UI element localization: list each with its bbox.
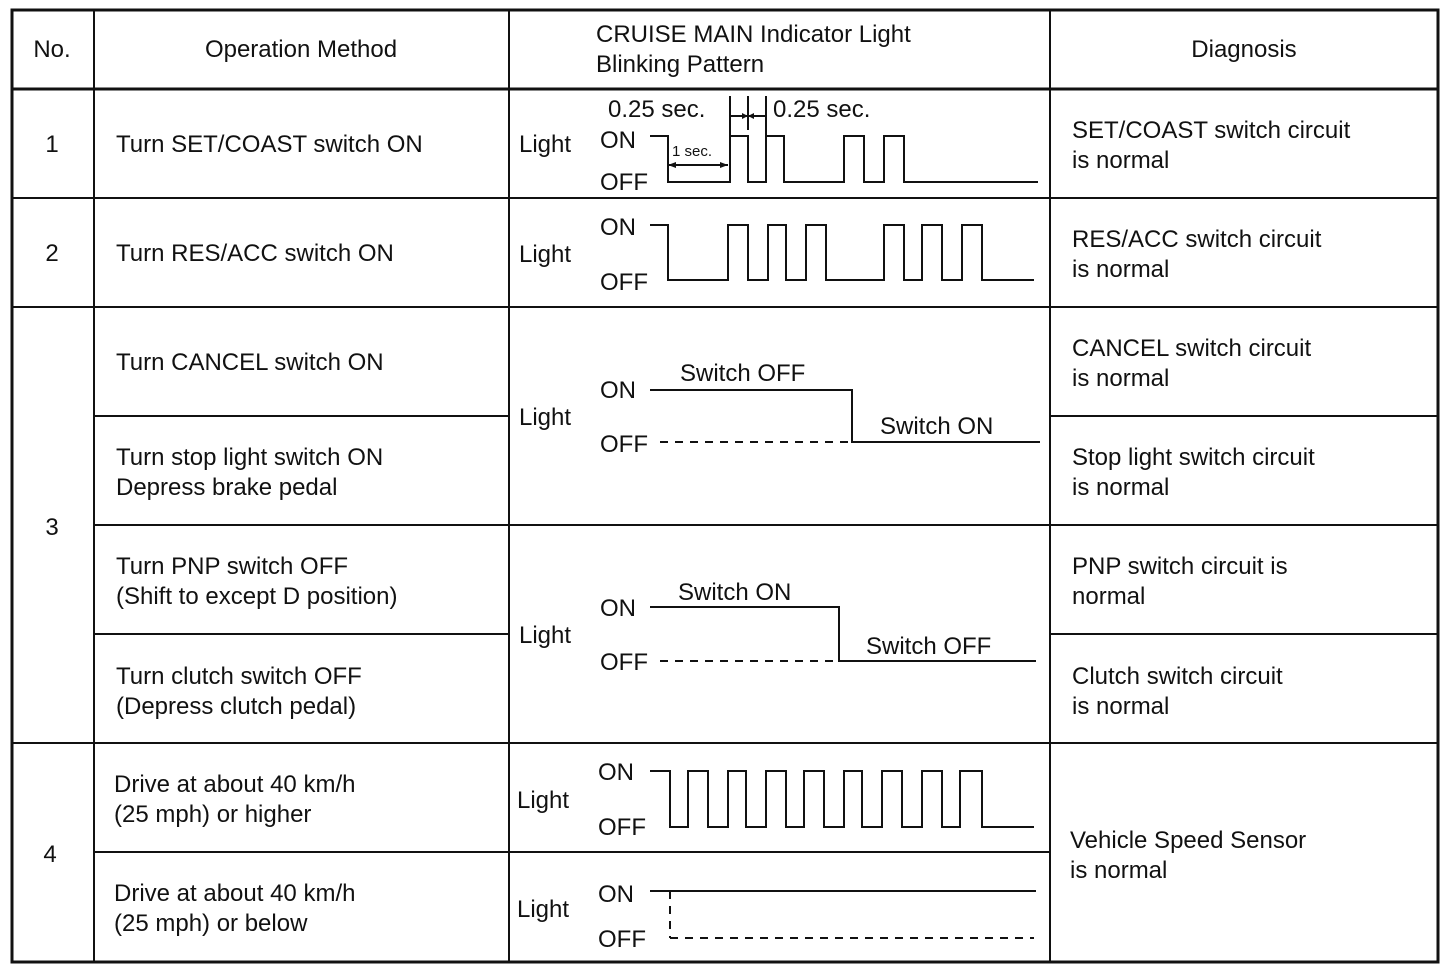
row1-diagnosis-line1: SET/COAST switch circuit — [1072, 117, 1351, 144]
row3a-method: Turn CANCEL switch ON — [116, 349, 384, 376]
row3a-diagnosis-line2: is normal — [1072, 365, 1170, 392]
row3-wave2-bottom-label: Switch OFF — [866, 633, 992, 660]
row4a-method-line1: Drive at about 40 km/h — [114, 771, 356, 798]
row3b-method-line2: Depress brake pedal — [116, 474, 338, 501]
row3d-diagnosis-line2: is normal — [1072, 693, 1170, 720]
row2-no: 2 — [45, 240, 59, 267]
timing-label-one-sec: 1 sec. — [672, 143, 713, 160]
header-no: No. — [33, 36, 71, 63]
row2-method: Turn RES/ACC switch ON — [116, 240, 394, 267]
timing-label-left: 0.25 sec. — [608, 96, 706, 123]
row3c-diagnosis-line2: normal — [1072, 583, 1146, 610]
row3d-diagnosis-line1: Clutch switch circuit — [1072, 663, 1283, 690]
row3-wave1-bottom-label: Switch ON — [880, 413, 994, 440]
row4a-light-label: Light — [517, 787, 570, 814]
row3b-method-line1: Turn stop light switch ON — [116, 444, 384, 471]
row3c-diagnosis-line1: PNP switch circuit is — [1072, 553, 1288, 580]
row2-light-label: Light — [519, 241, 572, 268]
row4-no: 4 — [43, 841, 57, 868]
row4a-on-label: ON — [598, 759, 634, 786]
row4b-light-label: Light — [517, 896, 570, 923]
row3b-diagnosis-line1: Stop light switch circuit — [1072, 444, 1315, 471]
row2-waveform — [650, 225, 1034, 280]
row3c-method-line1: Turn PNP switch OFF — [116, 553, 349, 580]
row1-light-label: Light — [519, 131, 572, 158]
row4b-on-label: ON — [598, 881, 634, 908]
row4-diagnosis-line1: Vehicle Speed Sensor — [1070, 827, 1307, 854]
row2-diagnosis-line2: is normal — [1072, 256, 1170, 283]
row4a-waveform — [650, 771, 1034, 827]
row4b-method-line2: (25 mph) or below — [114, 910, 308, 937]
row1-method: Turn SET/COAST switch ON — [116, 131, 423, 158]
header-pattern-line1: CRUISE MAIN Indicator Light — [596, 21, 911, 48]
row4b-method-line1: Drive at about 40 km/h — [114, 880, 356, 907]
row2-off-label: OFF — [600, 269, 648, 296]
row3-wave1-off-label: OFF — [600, 431, 648, 458]
row3c-method-line2: (Shift to except D position) — [116, 583, 398, 610]
row4a-method-line2: (25 mph) or higher — [114, 801, 312, 828]
row3-wave2-on-label: ON — [600, 595, 636, 622]
row3-no: 3 — [45, 514, 59, 541]
row3-wave2-light-label: Light — [519, 622, 572, 649]
header-operation-method: Operation Method — [204, 36, 398, 63]
row3d-method-line2: (Depress clutch pedal) — [116, 693, 357, 720]
row1-diagnosis-line2: is normal — [1072, 147, 1170, 174]
row4b-off-label: OFF — [598, 926, 646, 953]
row4a-off-label: OFF — [598, 814, 646, 841]
row3d-method-line1: Turn clutch switch OFF — [116, 663, 362, 690]
row2-diagnosis-line1: RES/ACC switch circuit — [1072, 226, 1322, 253]
row1-on-label: ON — [600, 127, 636, 154]
row3-wave2-top-label: Switch ON — [678, 579, 792, 606]
row1-no: 1 — [45, 131, 59, 158]
row3-wave1-top-label: Switch OFF — [680, 360, 806, 387]
header-diagnosis: Diagnosis — [1191, 36, 1297, 63]
row3b-diagnosis-line2: is normal — [1072, 474, 1170, 501]
row3-wave1-light-label: Light — [519, 404, 572, 431]
row3-wave2-off-label: OFF — [600, 649, 648, 676]
timing-label-right: 0.25 sec. — [773, 96, 871, 123]
row4-diagnosis-line2: is normal — [1070, 857, 1168, 884]
row3a-diagnosis-line1: CANCEL switch circuit — [1072, 335, 1312, 362]
row2-on-label: ON — [600, 214, 636, 241]
row1-off-label: OFF — [600, 169, 648, 196]
header-pattern-line2: Blinking Pattern — [596, 51, 765, 78]
row3-wave1-on-label: ON — [600, 377, 636, 404]
